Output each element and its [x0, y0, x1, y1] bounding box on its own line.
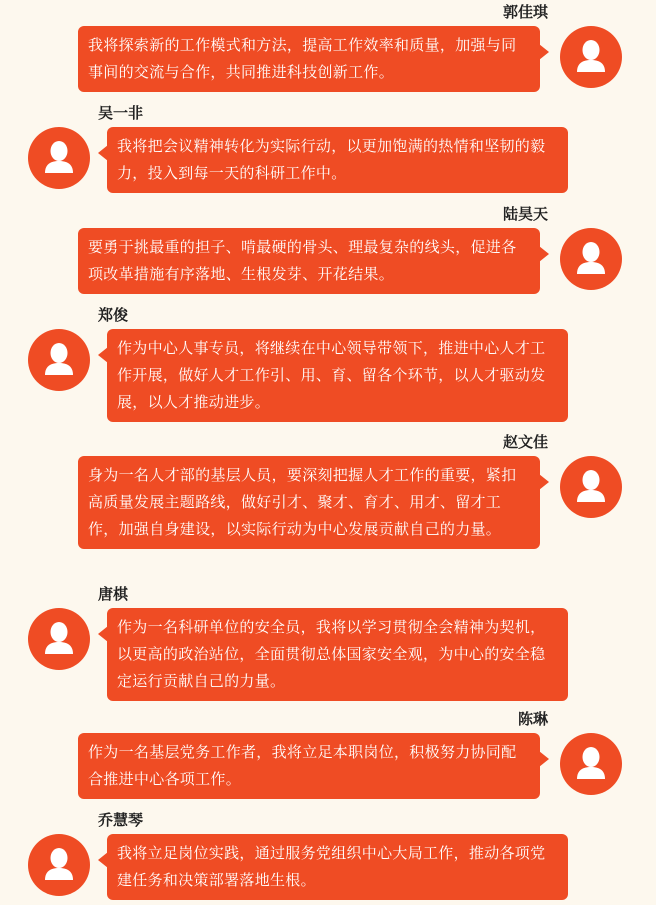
avatar-icon [560, 26, 622, 88]
avatar-icon [28, 834, 90, 896]
sender-name: 唐棋 [98, 585, 129, 603]
message-bubble: 作为一名科研单位的安全员，我将以学习贯彻全会精神为契机，以更高的政治站位，全面贯彻总体国家安全观，为中心的安全稳定运行贡献自己的力量。 [107, 608, 568, 701]
sender-name: 吴一非 [98, 104, 144, 122]
message-bubble: 我将把会议精神转化为实际行动，以更加饱满的热情和坚韧的毅力，投入到每一天的科研工作中。 [107, 127, 568, 193]
avatar-icon [560, 733, 622, 795]
sender-name: 陆昊天 [502, 205, 548, 223]
message-bubble: 身为一名人才部的基层人员，要深刻把握人才工作的重要，紧扣高质量发展主题路线，做好引才、聚才、育才、用才、留才工作，加强自身建设，以实际行动为中心发展贡献自己的力量。 [78, 456, 540, 549]
avatar-icon [28, 127, 90, 189]
avatar-icon [28, 608, 90, 670]
message-bubble: 作为中心人事专员，将继续在中心领导带领下，推进中心人才工作开展，做好人才工作引、用、育、留各个环节，以人才驱动发展，以人才推动进步。 [107, 329, 568, 422]
message-bubble: 我将探索新的工作模式和方法，提高工作效率和质量，加强与同事间的交流与合作，共同推进科技创新工作。 [78, 26, 540, 92]
message-bubble: 作为一名基层党务工作者，我将立足本职岗位，积极努力协同配合推进中心各项工作。 [78, 733, 540, 799]
sender-name: 郑俊 [98, 306, 129, 324]
message-bubble: 我将立足岗位实践，通过服务党组织中心大局工作，推动各项党建任务和决策部署落地生根。 [107, 834, 568, 900]
sender-name: 乔慧琴 [98, 811, 144, 829]
avatar-icon [560, 456, 622, 518]
sender-name: 赵文佳 [502, 433, 548, 451]
avatar-icon [560, 228, 622, 290]
message-bubble: 要勇于挑最重的担子、啃最硬的骨头、理最复杂的线头，促进各项改革措施有序落地、生根发芽、开花结果。 [78, 228, 540, 294]
avatar-icon [28, 329, 90, 391]
sender-name: 郭佳琪 [502, 3, 548, 21]
sender-name: 陈琳 [517, 710, 548, 728]
